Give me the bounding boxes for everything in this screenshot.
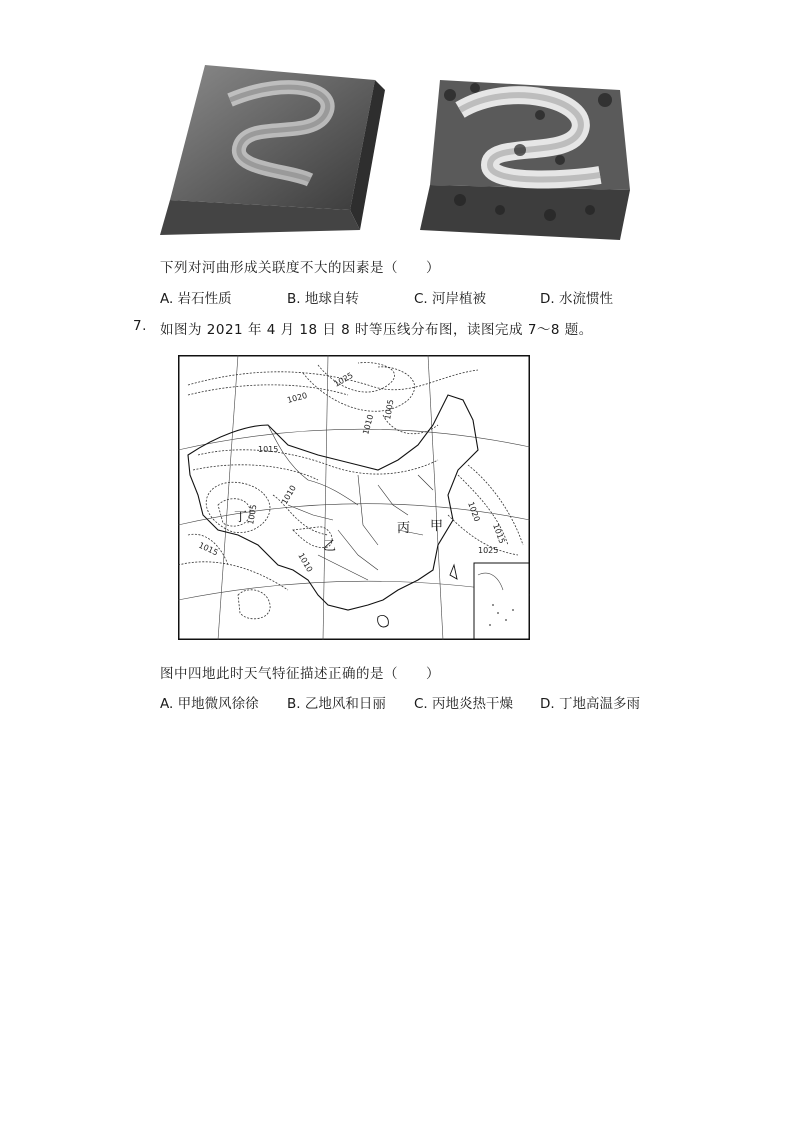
place-label-yi: 乙: [323, 539, 337, 554]
meander-model-photo-right: [420, 70, 640, 245]
q7-number: 7.: [133, 318, 147, 334]
isobar-label: 1020: [286, 390, 309, 405]
isobar-label: 1020: [466, 500, 482, 523]
option-text: 甲地微风徐徐: [177, 696, 259, 712]
q7-option-b[interactable]: [287, 692, 386, 712]
isobar-label: 1015: [491, 522, 507, 545]
isobar-label: 1005: [383, 398, 396, 421]
q7-option-a[interactable]: [160, 692, 259, 712]
option-text: 岩石性质: [177, 291, 232, 307]
option-letter: C.: [414, 696, 428, 712]
option-letter: B.: [287, 291, 301, 307]
option-letter: D.: [540, 696, 555, 712]
q7-stem: 图中四地此时天气特征描述正确的是（ ）: [160, 666, 440, 682]
q6-option-c[interactable]: [414, 287, 486, 307]
isobar-label: 1015: [197, 540, 220, 558]
place-label-ding: 丁: [234, 510, 248, 525]
q7-option-d[interactable]: [540, 692, 640, 712]
q6-stem: 下列对河曲形成关联度不大的因素是（ ）: [160, 260, 440, 276]
isobar-label: 1015: [258, 445, 279, 454]
option-text: 乙地风和日丽: [304, 696, 386, 712]
isobar-label: 1025: [478, 546, 499, 555]
option-text: 水流惯性: [558, 291, 613, 307]
isobar-label: 1010: [296, 551, 315, 574]
place-label-bing: 丙: [397, 521, 411, 536]
option-text: 丁地高温多雨: [558, 696, 640, 712]
isobar-label: 1010: [361, 413, 376, 436]
option-letter: D.: [540, 291, 555, 307]
option-letter: A.: [160, 291, 174, 307]
isobar-label: 1025: [332, 370, 355, 389]
q6-option-d[interactable]: [540, 287, 613, 307]
option-text: 河岸植被: [432, 291, 487, 307]
option-text: 地球自转: [304, 291, 359, 307]
q7-intro: 如图为 2021 年 4 月 18 日 8 时等压线分布图，读图完成 7～8 题。: [160, 322, 593, 338]
isobar-map: [178, 355, 530, 640]
option-letter: C.: [414, 291, 428, 307]
q6-option-a[interactable]: [160, 287, 232, 307]
isobar-label: 1005: [246, 503, 259, 526]
q7-option-c[interactable]: [414, 692, 513, 712]
place-label-jia: 甲: [430, 519, 444, 534]
option-letter: B.: [287, 696, 301, 712]
option-text: 丙地炎热干燥: [432, 696, 514, 712]
q6-option-b[interactable]: [287, 287, 359, 307]
meander-model-photo-left: [160, 60, 390, 250]
option-letter: A.: [160, 696, 174, 712]
isobar-label: 1010: [279, 483, 298, 506]
